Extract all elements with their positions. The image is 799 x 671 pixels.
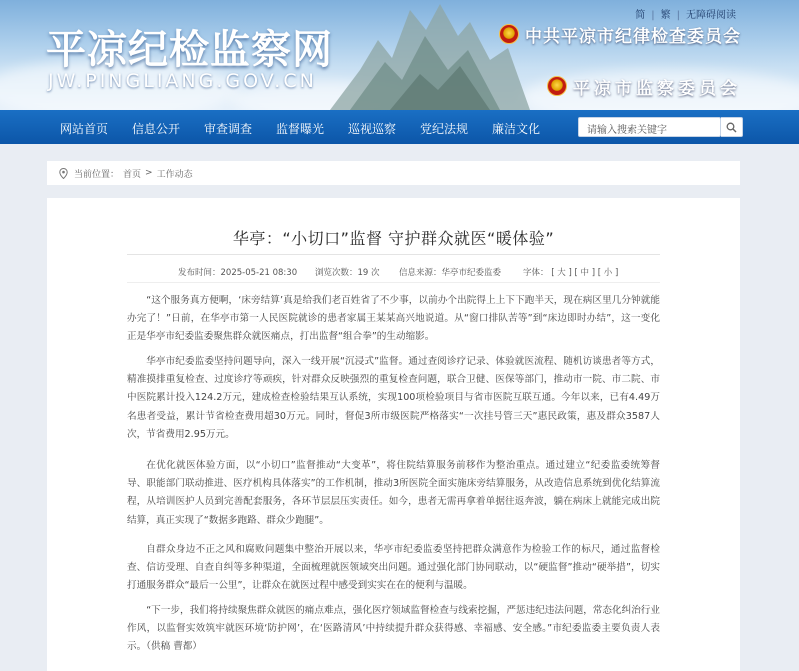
site-logo-title[interactable]: 平凉纪检监察网 <box>46 26 333 73</box>
article-paragraph: 自群众身边不正之风和腐败问题集中整治开展以来，华亭市纪委监委坚持把群众满意作为检验工作的标尺，通过监督检查、信访受理、自查自纠等多种渠道，全面梳理就医领域突出问题。通过强化部门协同联动，以“硬监督”推动“硬举措”，切实打通服务群众“最后一公里”，让群众在就医过程中感受到实实在在的便利与温暖。 <box>127 544 660 592</box>
national-emblem-icon <box>547 76 567 96</box>
link-separator: | <box>651 10 655 21</box>
org-party-committee <box>499 22 741 46</box>
publish-time: 发布时间：2025-05-21 08:30 <box>178 268 298 278</box>
article-paragraph: “这个服务真方便啊，‘床旁结算’真是给我们老百姓省了不少事，以前办个出院得上上下下跑半天，现在病区里几分钟就能办完了！”日前，在华亭市第一人民医院就诊的患者家属王某某高兴地说道。从“窗口排队苦等”到“床边即时办结”，这一变化正是华亭市纪委监委聚焦群众就医痛点，打出监督“组合拳”的生动缩影。 <box>127 295 660 343</box>
nav-item-integrity-culture[interactable]: 廉洁文化 <box>492 122 541 136</box>
accessibility-link[interactable]: 无障碍阅读 <box>686 10 736 21</box>
top-links <box>632 6 739 21</box>
article-title: 华亭：“小切口”监督 守护群众就医“暖体验” <box>232 229 555 248</box>
nav-item-regulations[interactable]: 党纪法规 <box>420 122 469 136</box>
site-domain: JW.PINGLIANG.GOV.CN <box>48 70 317 92</box>
article-paragraph: “下一步，我们将持续聚焦群众就医的痛点难点，强化医疗领域监督检查与线索挖掘，严惩违纪违法问题，常态化纠治行业作风，以监督实效筑牢就医环境‘防护网’，在‘医路清风’中持续提升群众获得感、幸福感、安全感。”市纪委监委主要负责人表示。（供稿 曹都） <box>127 605 660 653</box>
org-supervision-committee <box>547 74 741 98</box>
nav-item-exposure[interactable]: 监督曝光 <box>276 122 325 136</box>
traditional-link[interactable]: 繁 <box>660 10 671 21</box>
search-button[interactable] <box>721 117 743 137</box>
font-size-large[interactable]: [ 大 ] <box>551 268 572 278</box>
mountain-illustration <box>330 0 530 110</box>
article-panel <box>47 198 740 671</box>
party-emblem-icon <box>499 24 519 44</box>
font-size-small[interactable]: [ 小 ] <box>597 268 619 278</box>
font-size-switcher <box>523 266 618 278</box>
title-divider <box>127 254 660 255</box>
location-pin-icon <box>59 168 68 179</box>
nav-item-info-public[interactable]: 信息公开 <box>132 122 181 136</box>
nav-item-home[interactable]: 网站首页 <box>60 122 109 136</box>
breadcrumb-home-link[interactable]: 首页 <box>123 169 142 180</box>
breadcrumb-current-link[interactable]: 工作动态 <box>156 169 193 180</box>
info-source: 信息来源：华亭市纪委监委 <box>399 268 502 278</box>
meta-divider <box>127 282 660 283</box>
link-separator: | <box>676 10 680 21</box>
font-size-label: 字体： <box>523 268 549 278</box>
font-size-medium[interactable]: [ 中 ] <box>574 268 596 278</box>
nav-item-investigation[interactable]: 审查调查 <box>204 122 253 136</box>
search-icon <box>726 122 737 133</box>
article-paragraph: 在优化就医体验方面，以“小切口”监督推动“大变革”，将住院结算服务前移作为整治重点。通过建立“纪委监委统筹督导、职能部门联动推进、医疗机构具体落实”的工作机制，推动3所医院全面实施床旁结算服务，从改造信息系统到优化结算流程，从培训医护人员到完善配套服务，各环节层层压实责任。如今，患者无需再拿着单据往返奔波，躺在病床上就能完成出院结算，真正实现了“数据多跑路、群众少跑腿”。 <box>127 460 660 526</box>
view-count: 浏览次数：19 次 <box>315 268 380 278</box>
simplified-link[interactable]: 简 <box>635 10 646 21</box>
breadcrumb <box>47 161 740 185</box>
article-paragraph: 华亭市纪委监委坚持问题导向，深入一线开展“沉浸式”监督。通过查阅诊疗记录、体验就医流程、随机访谈患者等方式，精准摸排重复检查、过度诊疗等顽疾，针对群众反映强烈的重复检查问题，联合卫健、医保等部门，推动市一院、市二院、市中医院累计投入124.2万元，建成检查检验结果互认系统，实现100项检验项目与省市医院互联互通。今年以来，已有4.49万名患者受益，累计节省检查费用超30万元。同时，督促3所市级医院严格落实“一次挂号管三天”惠民政策，惠及群众3587人次，节省费用2.95万元。 <box>127 356 660 440</box>
nav-item-inspection[interactable]: 巡视巡察 <box>348 122 397 136</box>
search-input[interactable]: 请输入搜索关键字 <box>578 117 721 137</box>
breadcrumb-label: 当前位置： <box>74 169 120 180</box>
header-banner <box>0 0 799 110</box>
breadcrumb-separator: > <box>145 168 153 178</box>
org-party-label: 中共平凉市纪律检查委员会 <box>525 26 741 47</box>
org-supervision-label: 平凉市监察委员会 <box>573 78 741 99</box>
